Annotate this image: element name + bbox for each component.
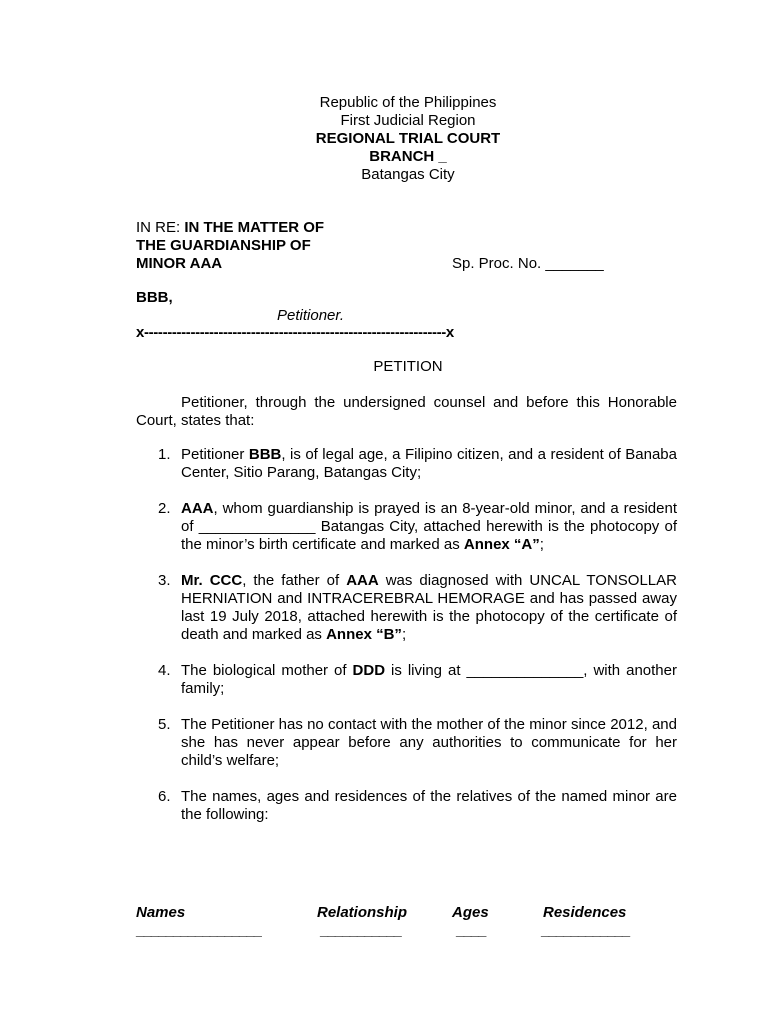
- column-header-residences: Residences: [543, 904, 627, 921]
- in-re-label: IN RE:: [136, 219, 185, 236]
- blank-names: _________________: [136, 922, 261, 939]
- column-header-relationship: Relationship: [317, 904, 408, 921]
- list-item: 4. The biological mother of DDD is living at ______________, with another family;: [158, 662, 677, 697]
- list-item: 2. AAA, whom guardianship is prayed is an 8-year-old minor, and a resident of ______________ Batangas City, attached herewith is the photocopy of the minor’s birth certificate and marked as Annex “A”;: [158, 500, 677, 553]
- list-item: 3. Mr. CCC, the father of AAA was diagnosed with UNCAL TONSOLLAR HERNIATION and INTRACEREBRAL HEMORAGE and has passed away last 19 July 2018, attached herewith is the photocopy of the certificate of death and marked as Annex “B”;: [158, 572, 677, 643]
- caption-line2: THE GUARDIANSHIP OF: [136, 237, 311, 254]
- caption-separator: x-----------------------------------------------------------------x: [136, 324, 454, 341]
- header-court: REGIONAL TRIAL COURT: [315, 130, 501, 147]
- header-republic: Republic of the Philippines: [319, 94, 497, 111]
- document-title: PETITION: [373, 358, 443, 375]
- header-city: Batangas City: [361, 166, 455, 183]
- blank-residences: ____________: [541, 922, 630, 939]
- court-header: [0, 94, 768, 184]
- column-header-ages: Ages: [452, 904, 489, 921]
- case-caption: [136, 219, 436, 273]
- list-item: 1. Petitioner BBB, is of legal age, a Filipino citizen, and a resident of Banaba Center, Sitio Parang, Batangas City;: [158, 446, 677, 481]
- list-item: 5. The Petitioner has no contact with the mother of the minor since 2012, and she has never appear before any authorities to communicate for her child’s welfare;: [158, 716, 677, 769]
- list-item: 6. The names, ages and residences of the relatives of the named minor are the following:: [158, 788, 677, 823]
- blank-ages: ____: [456, 922, 486, 939]
- caption-line3: MINOR AAA: [136, 255, 223, 272]
- numbered-list: [136, 446, 677, 842]
- blank-relationship: ___________: [320, 922, 401, 939]
- header-region: First Judicial Region: [340, 112, 476, 129]
- petitioner-name: BBB,: [136, 289, 173, 306]
- caption-line1: IN THE MATTER OF: [184, 219, 325, 236]
- column-header-names: Names: [136, 904, 186, 921]
- petitioner-label: Petitioner.: [277, 307, 344, 324]
- case-number: Sp. Proc. No. _______: [452, 255, 604, 272]
- header-branch: BRANCH _: [369, 148, 447, 165]
- intro-paragraph: Petitioner, through the undersigned counsel and before this Honorable Court, states that:: [136, 394, 677, 429]
